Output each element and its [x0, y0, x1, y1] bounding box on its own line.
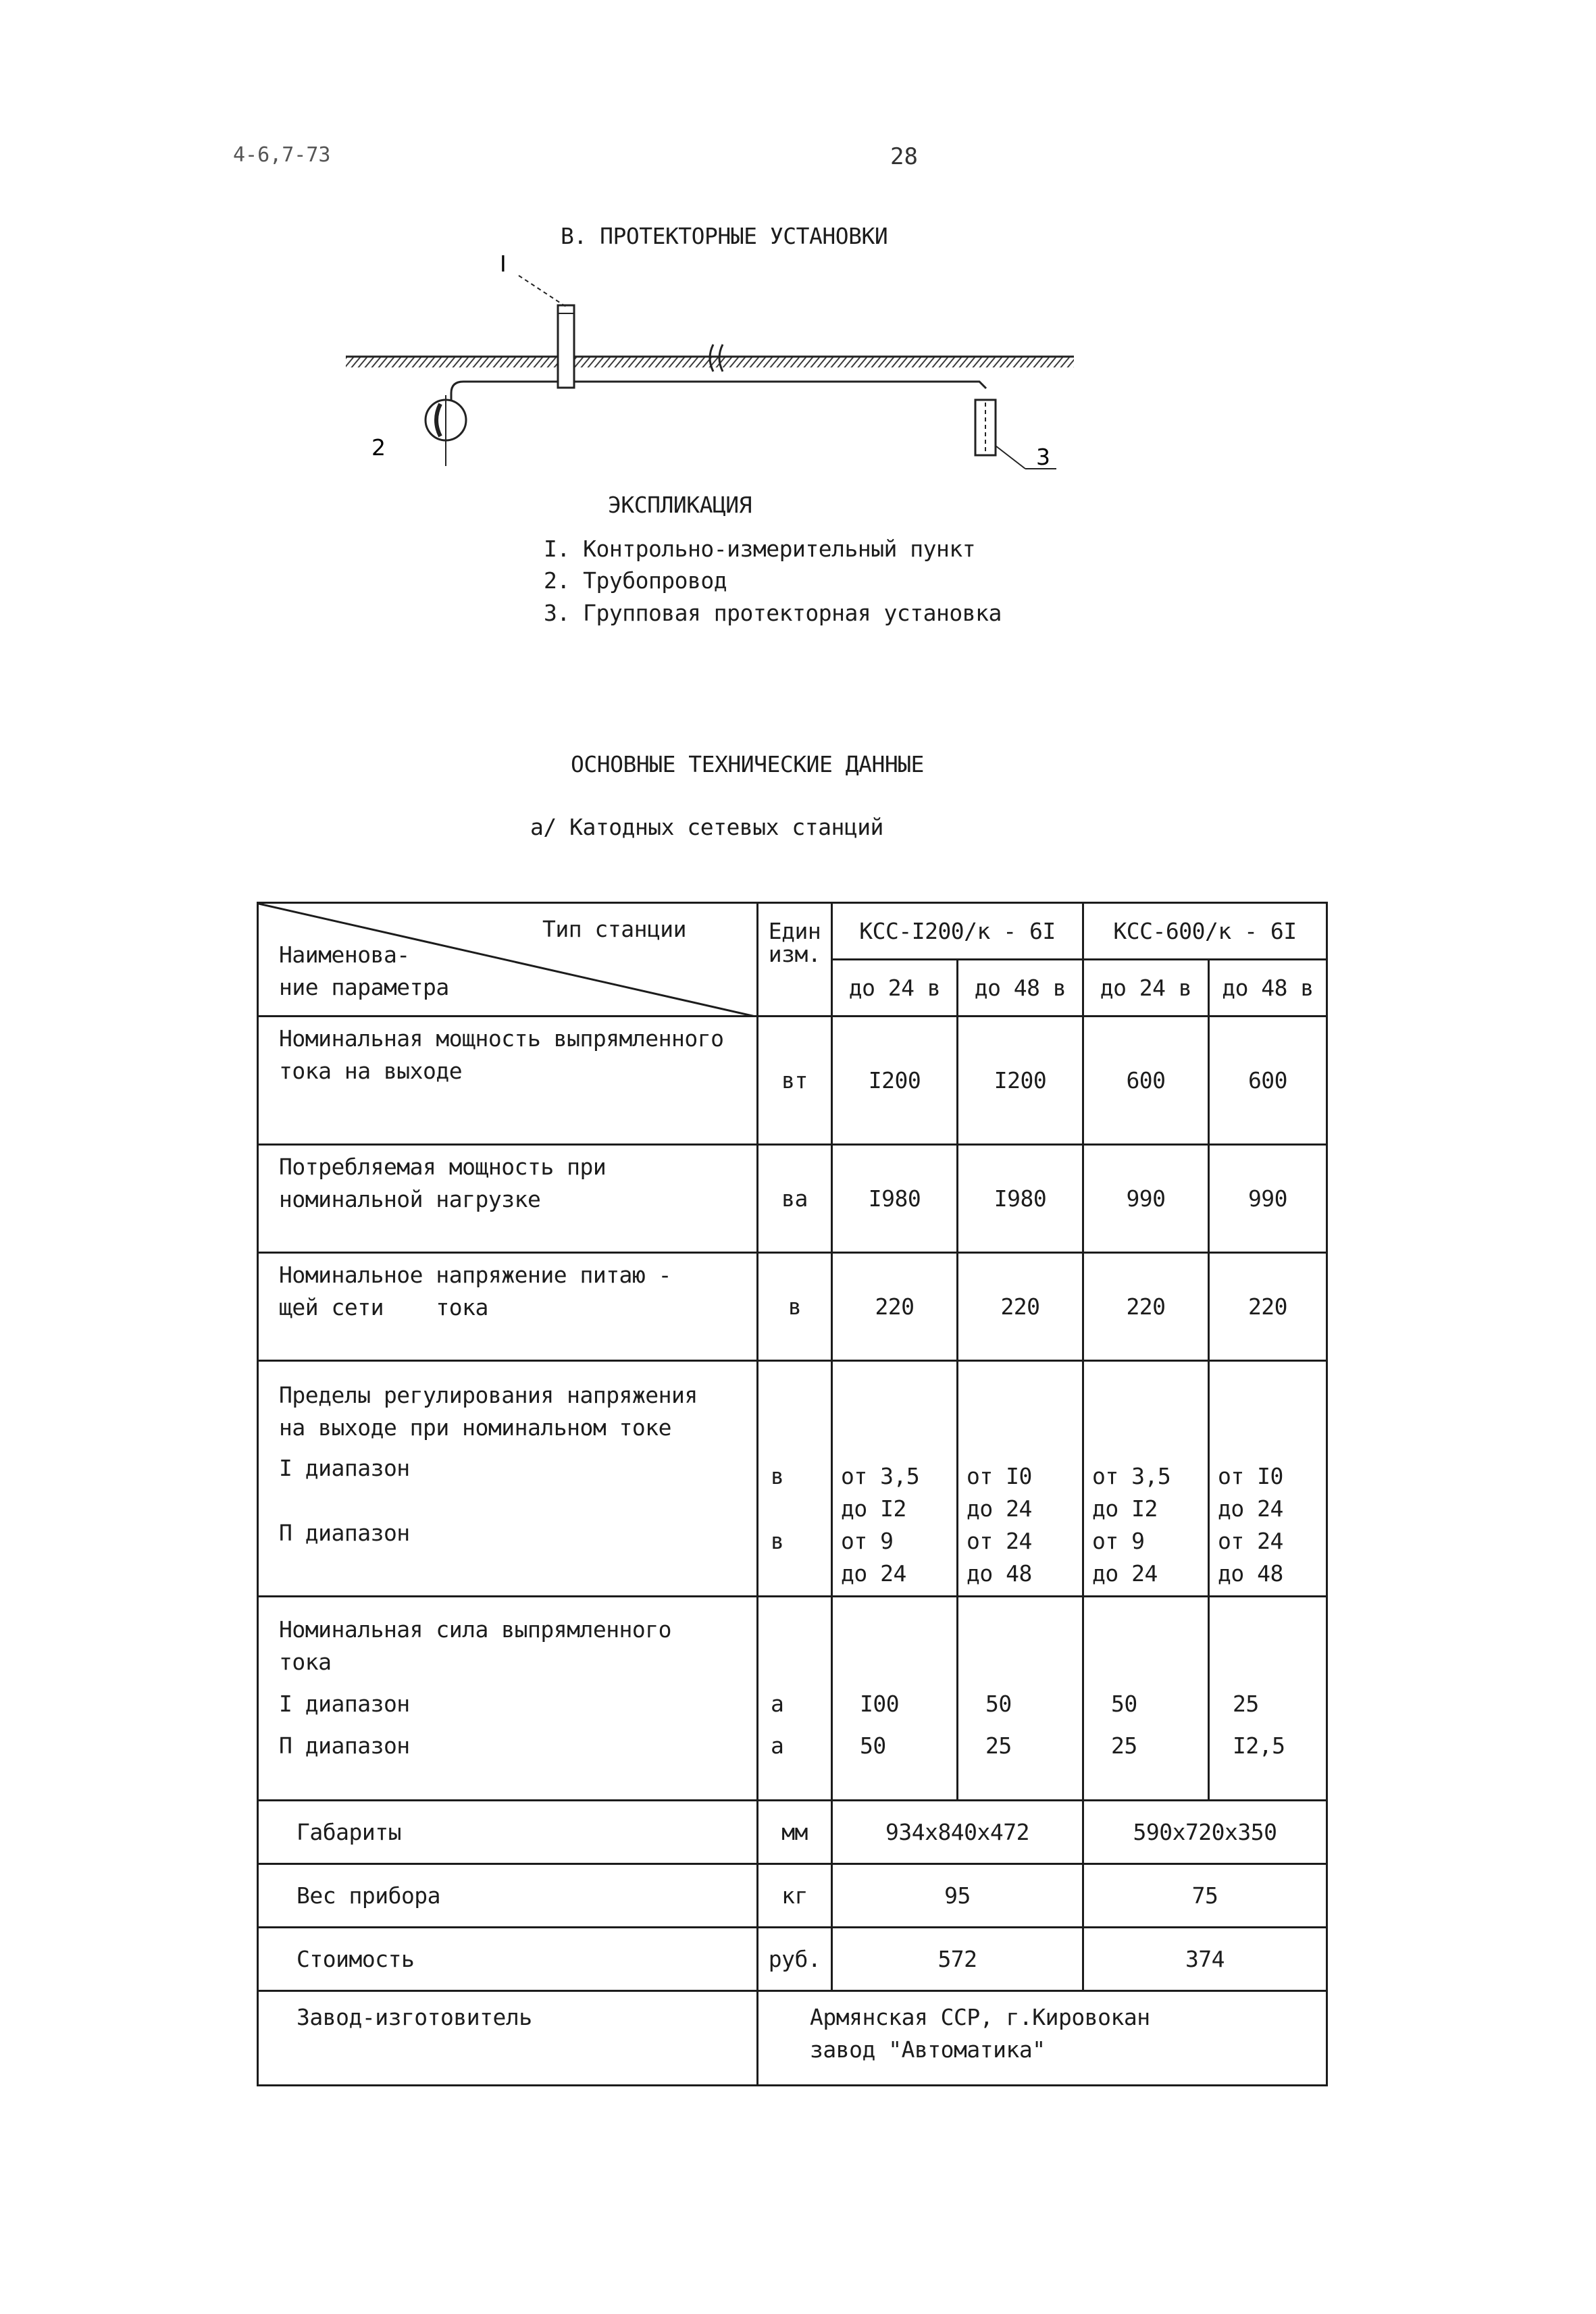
- table-row: [258, 1017, 1327, 1145]
- param-name: Вес прибора: [258, 1864, 758, 1928]
- model-header: КСС-I200/к - 6I: [832, 903, 1083, 960]
- value-cell: 25 I2,5: [1209, 1597, 1327, 1801]
- unit-cell: руб.: [758, 1928, 832, 1991]
- value-cell: I200: [958, 1017, 1083, 1145]
- manufacturer-cell: Армянская ССР, г.Кировокан завод "Автоматика": [758, 1991, 1327, 2086]
- document-code: 4-6,7-73: [233, 143, 331, 167]
- page-number: 28: [890, 143, 918, 170]
- value-cell: 600: [1083, 1017, 1209, 1145]
- diagram-label-2: 2: [371, 434, 386, 461]
- unit-cell: мм: [758, 1801, 832, 1864]
- table-row: [258, 1864, 1327, 1928]
- value-cell: от I0 до 24 от 24 до 48: [1209, 1361, 1327, 1597]
- value-cell: 374: [1083, 1928, 1327, 1991]
- explication-item: I. Контрольно-измерительный пункт: [544, 536, 976, 562]
- value-cell: от 3,5 до I2 от 9 до 24: [832, 1361, 958, 1597]
- value-cell: 220: [1209, 1253, 1327, 1361]
- explication-item: 3. Групповая протекторная установка: [544, 600, 1002, 626]
- table-row: [258, 1801, 1327, 1864]
- unit-cell: в в: [758, 1361, 832, 1597]
- value-cell: 50 25: [1083, 1597, 1209, 1801]
- diagram-label-1: I: [500, 251, 507, 277]
- unit-cell: а а: [758, 1597, 832, 1801]
- value-cell: 990: [1209, 1145, 1327, 1253]
- value-cell: 990: [1083, 1145, 1209, 1253]
- station-type-header: Тип станции: [542, 916, 687, 942]
- unit-cell: вт: [758, 1017, 832, 1145]
- measuring-point-post: [558, 305, 574, 388]
- unit-cell: в: [758, 1253, 832, 1361]
- table-row: [258, 1145, 1327, 1253]
- technical-data-title: ОСНОВНЫЕ ТЕХНИЧЕСКИЕ ДАННЫЕ: [571, 751, 924, 777]
- param-name-header: Наименова-: [279, 942, 410, 968]
- value-cell: I980: [832, 1145, 958, 1253]
- table-subtitle: а/ Катодных сетевых станций: [530, 814, 883, 840]
- voltage-header: до 48 в: [958, 960, 1083, 1017]
- value-cell: 220: [832, 1253, 958, 1361]
- table-row: [258, 1253, 1327, 1361]
- param-name: Номинальная сила выпрямленного тока I диапазон П диапазон: [258, 1597, 758, 1801]
- param-name: Стоимость: [258, 1928, 758, 1991]
- unit-cell: кг: [758, 1864, 832, 1928]
- value-cell: I00 50: [832, 1597, 958, 1801]
- voltage-header: до 24 в: [832, 960, 958, 1017]
- value-cell: 600: [1209, 1017, 1327, 1145]
- value-cell: от 3,5 до I2 от 9 до 24: [1083, 1361, 1209, 1597]
- value-cell: 590x720x350: [1083, 1801, 1327, 1864]
- param-name: Номинальная мощность выпрямленного тока на выходе: [258, 1017, 758, 1145]
- table-row: [258, 1361, 1327, 1597]
- unit-cell: ва: [758, 1145, 832, 1253]
- table-row: [258, 1928, 1327, 1991]
- section-title: В. ПРОТЕКТОРНЫЕ УСТАНОВКИ: [561, 223, 888, 249]
- corner-header-cell: [258, 903, 758, 1017]
- value-cell: 50 25: [958, 1597, 1083, 1801]
- value-cell: 220: [1083, 1253, 1209, 1361]
- value-cell: 934x840x472: [832, 1801, 1083, 1864]
- value-cell: 95: [832, 1864, 1083, 1928]
- param-name: Потребляемая мощность при номинальной нагрузке: [258, 1145, 758, 1253]
- value-cell: от I0 до 24 от 24 до 48: [958, 1361, 1083, 1597]
- value-cell: 572: [832, 1928, 1083, 1991]
- table-row: [258, 1991, 1327, 2086]
- param-name-header-cont: ние параметра: [279, 974, 449, 1000]
- table-row: [258, 1597, 1327, 1801]
- unit-header: Един изм.: [758, 903, 832, 1017]
- param-name: Габариты: [258, 1801, 758, 1864]
- param-name: Завод-изготовитель: [258, 1991, 758, 2086]
- value-cell: I980: [958, 1145, 1083, 1253]
- header-row-models: [258, 903, 1327, 960]
- explication-title: ЭКСПЛИКАЦИЯ: [608, 492, 752, 518]
- protector-installation-diagram: [338, 243, 1094, 473]
- param-name: Пределы регулирования напряжения на выходе при номинальном токе I диапазон П диапазон: [258, 1361, 758, 1597]
- model-header: КСС-600/к - 6I: [1083, 903, 1327, 960]
- value-cell: 220: [958, 1253, 1083, 1361]
- voltage-header: до 48 в: [1209, 960, 1327, 1017]
- param-name: Номинальное напряжение питаю - щей сети тока: [258, 1253, 758, 1361]
- cathodic-station-spec-table: [257, 902, 1328, 2086]
- explication-item: 2. Трубопровод: [544, 567, 727, 594]
- value-cell: 75: [1083, 1864, 1327, 1928]
- value-cell: I200: [832, 1017, 958, 1145]
- diagram-label-3: 3: [1036, 444, 1050, 470]
- voltage-header: до 24 в: [1083, 960, 1209, 1017]
